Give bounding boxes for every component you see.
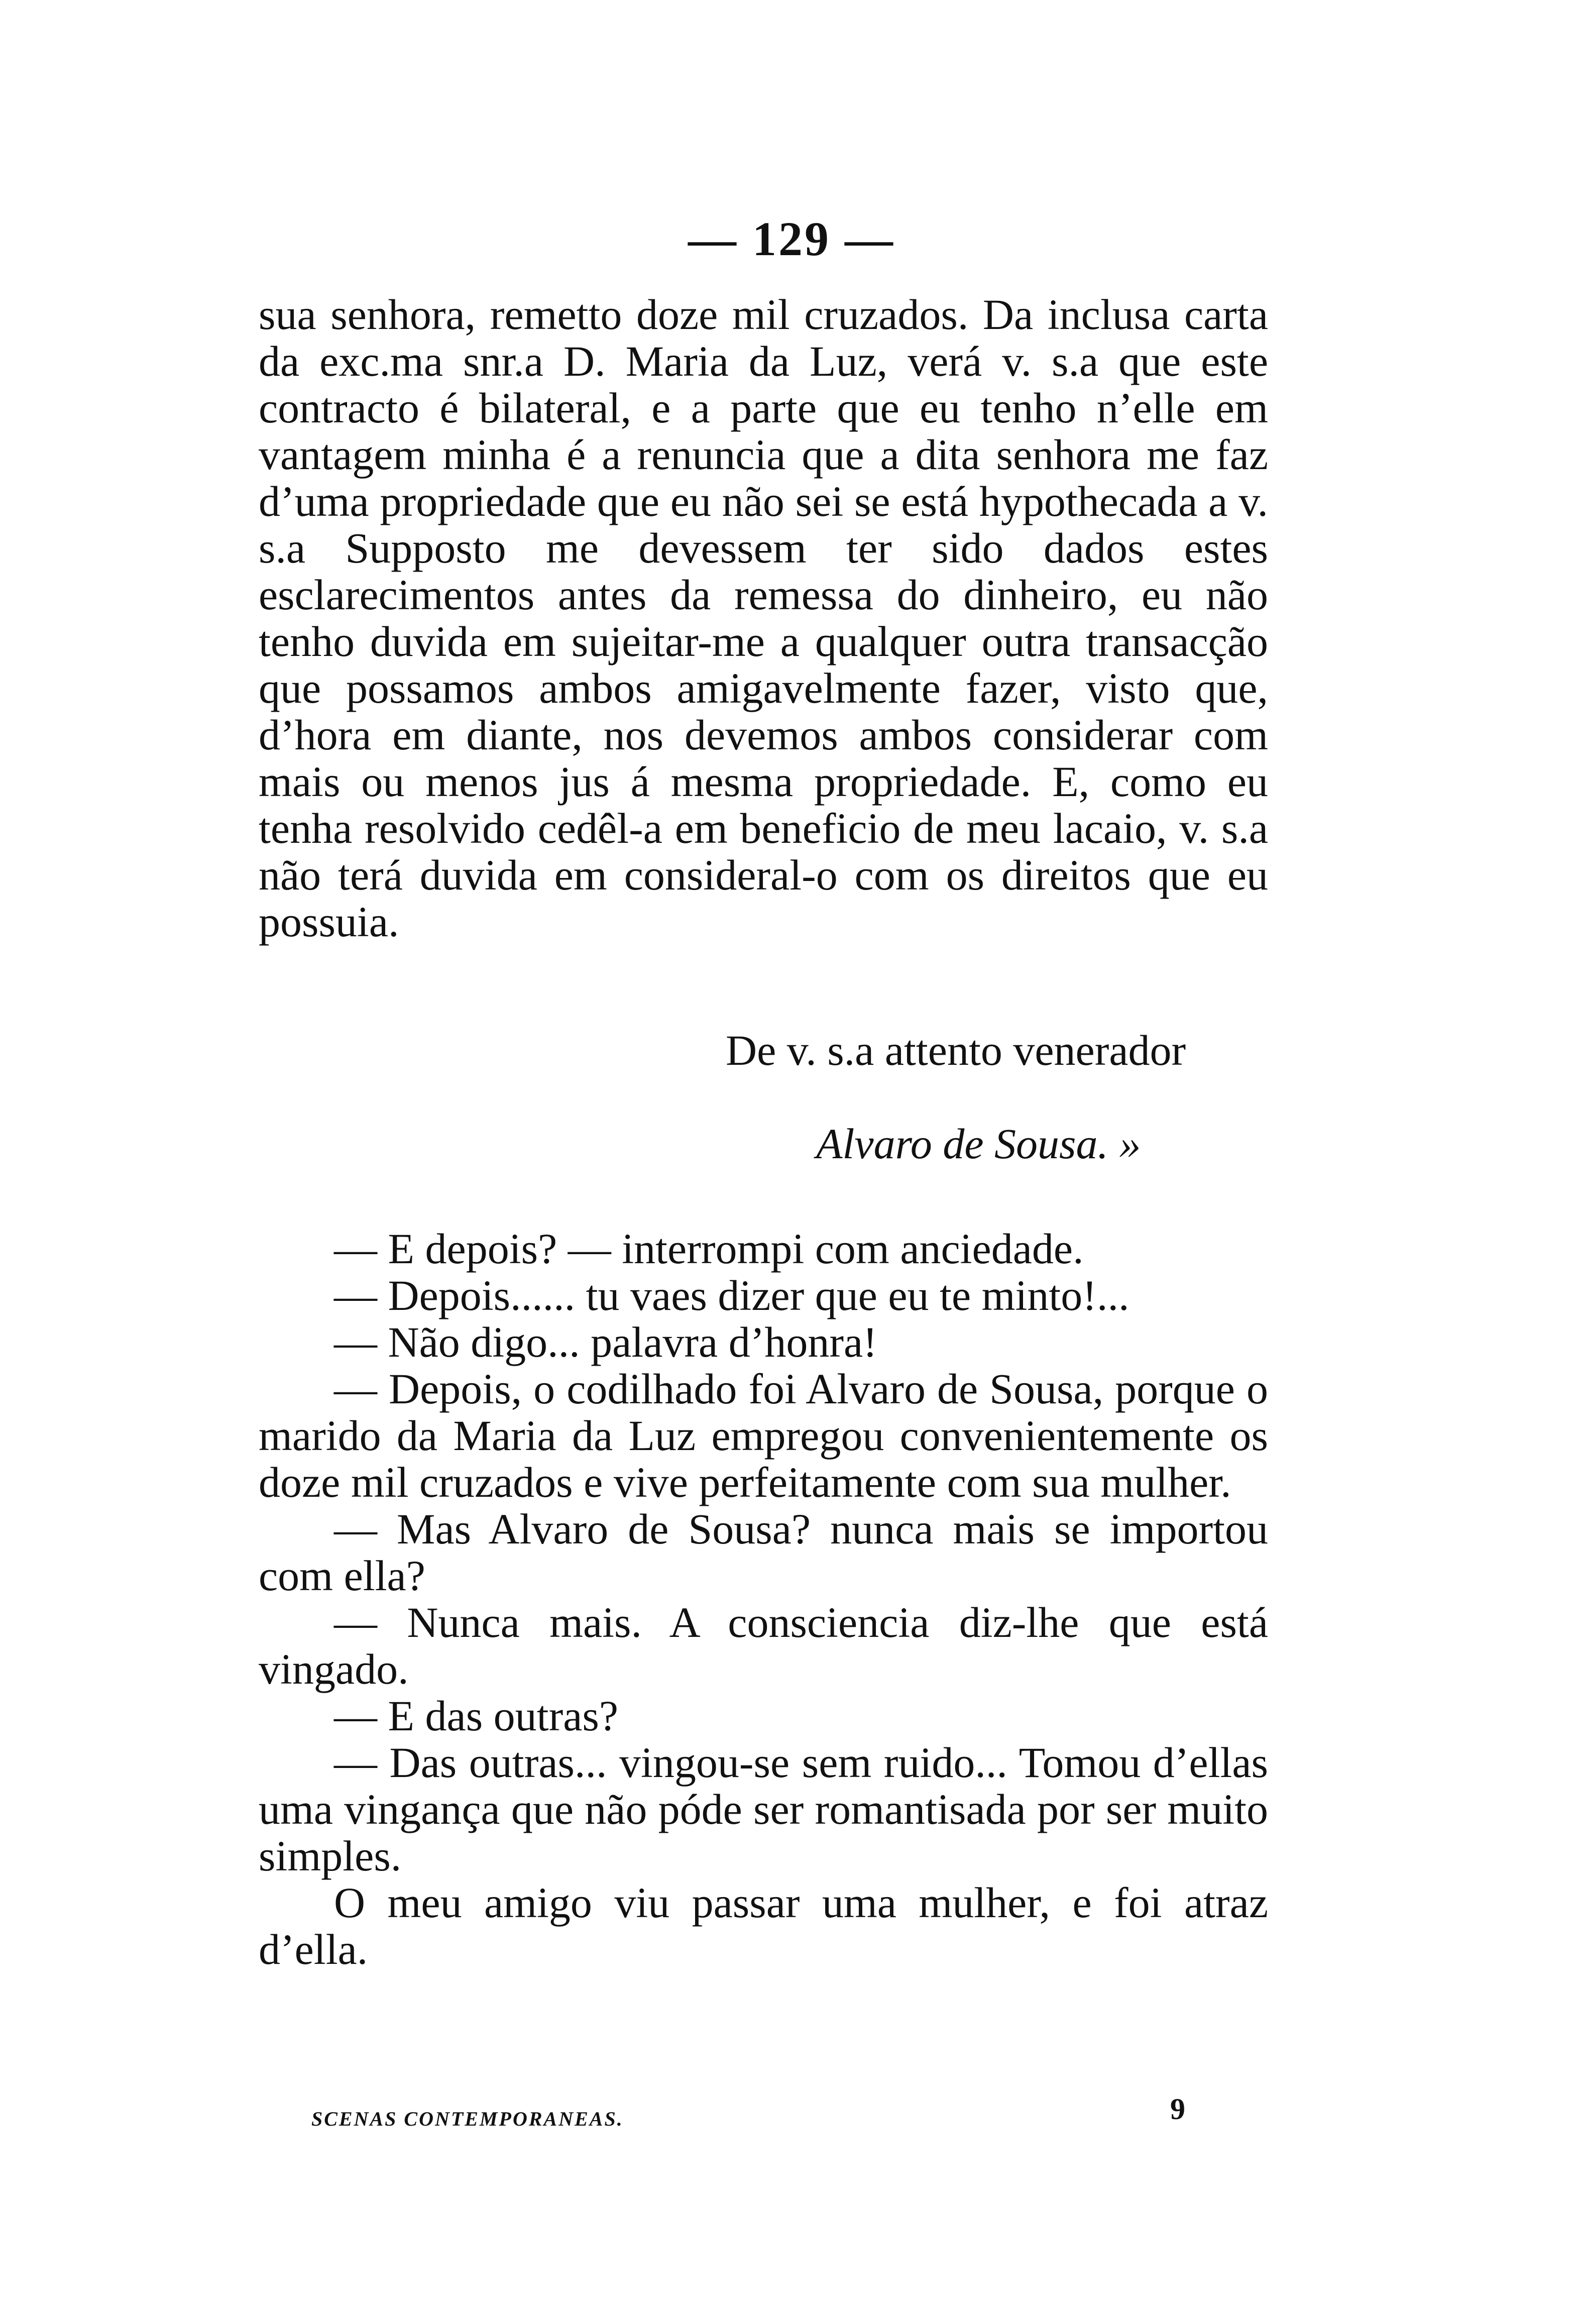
letter-signoff [259, 1027, 1268, 1167]
page-number: — 129 — [688, 212, 895, 266]
dialogue-line: — E das outras? [334, 1692, 619, 1740]
dialogue-line: — Depois, o codilhado foi Alvaro de Sousa, porque o marido da Maria da Luz empregou convenientemente os doze mil cruzados e vive perfeitamente com sua mulher. [259, 1365, 1268, 1506]
running-footer-title: SCENAS CONTEMPORANEAS. [311, 2108, 624, 2130]
letter-closing: De v. s.a attento venerador [726, 1026, 1186, 1074]
letter-body [259, 291, 1268, 945]
dialogue-line: — Das outras... vingou-se sem ruido... Tomou d’ellas uma vingança que não póde ser romantisada por ser muito simples. [259, 1738, 1268, 1880]
closing-paragraph: O meu amigo viu passar uma mulher, e foi atraz d’ella. [259, 1878, 1268, 1973]
dialogue-line: — Depois...... tu vaes dizer que eu te minto!... [334, 1271, 1129, 1319]
dialogue-line: — Mas Alvaro de Sousa? nunca mais se importou com ella? [259, 1505, 1268, 1600]
dialogue-line: — Não digo... palavra d’honra! [334, 1318, 877, 1366]
dialogue-line: — Nunca mais. A consciencia diz-lhe que está vingado. [259, 1598, 1268, 1693]
letter-signature: Alvaro de Sousa. » [816, 1120, 1141, 1168]
signature-mark: 9 [1170, 2092, 1185, 2126]
dialogue-section [259, 1226, 1268, 1973]
letter-paragraph: sua senhora, remetto doze mil cruzados. Da inclusa carta da exc.ma snr.a D. Maria da Luz, verá v. s.a que este contracto é bilateral, e a parte que eu tenho n’elle em vantagem minha é a renuncia que a dita senhora me faz d’uma propriedade que eu não sei se está hypothecada a v. s.a Supposto me devessem ter sido dados estes esclarecimentos antes da remessa do dinheiro, eu não tenho duvida em sujeitar-me a qualquer outra transacção que possamos ambos amigavelmente fazer, visto que, d’hora em diante, nos devemos ambos considerar com mais ou menos jus á mesma propriedade. E, como eu tenha resolvido cedêl-a em beneficio de meu lacaio, v. s.a não terá duvida em consideral-o com os direitos que eu possuia. [259, 290, 1268, 946]
dialogue-line: — E depois? — interrompi com anciedade. [334, 1225, 1084, 1273]
